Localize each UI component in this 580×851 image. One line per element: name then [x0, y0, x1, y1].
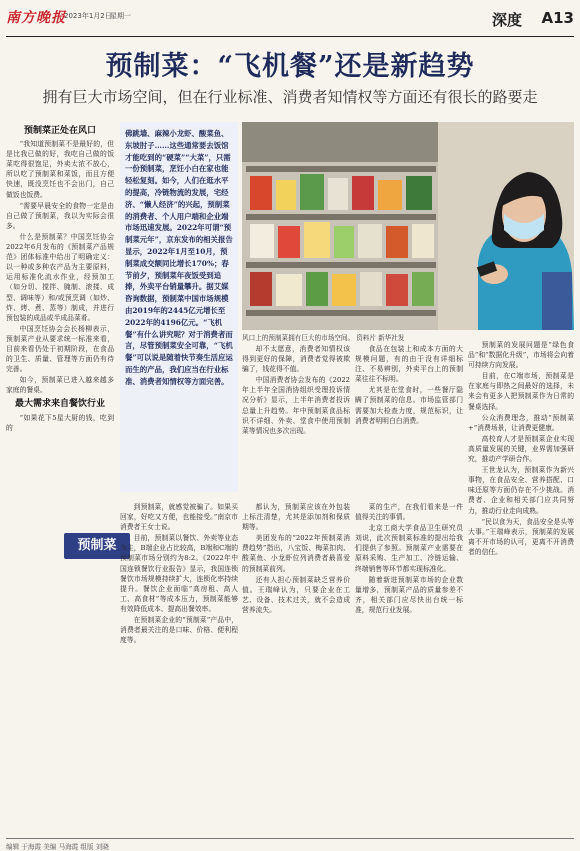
page-number: A13 [541, 9, 574, 27]
section-heading: 最大需求来自餐饮行业 [14, 399, 105, 410]
paragraph: 北京工商大学食品卫生研究员刘说，此次预制菜标准的提出给我们提供了参照。预制菜产业需要在原料采购、生产加工、冷链运输、终端销售等环节都实现标准化。 [355, 524, 463, 573]
paragraph: 公众消费理念，推动“预制菜+”消费场景，让消费更健康。 [468, 413, 574, 432]
paragraph: 到预制菜，就感觉被骗了。如果买回家，好吃又方便，也能接受。”南京市消费者王女士说。 [120, 503, 238, 532]
paragraph: 尤其是在堂食时，一些餐厅隐瞒了预制菜的信息。市场监管部门需要加大检查力度，规范标识，让消费者明明白白消费。 [355, 386, 463, 425]
paragraph: 什么是预制菜？中国烹饪协会2022年6月发布的《预制菜产品规范》团体标准中给出了明确定义：以一种或多种农产品为主要原料，运用标准化流水作业，经预加工（如分切、搅拌、腌制、滚揉、成型、调味等）和/或预烹调（如炒、炸、烤、煮、蒸等）制成，并进行预包装的成品或半成品菜肴。 [6, 232, 114, 322]
paragraph: “如果花下5星大厨的钱，吃到的 [6, 413, 114, 432]
paragraph: “需要早晨安全的食物一定是由自己做了预制菜，我以为实际会很多。 [6, 201, 114, 230]
article-column-3 [242, 502, 350, 842]
paragraph: 目前，在C端市场，预制菜是在家庭与即热之间最好的选择，未来会有更多人把预制菜作为日常的餐桌选择。 [468, 372, 574, 411]
lead-callout-box [120, 122, 238, 492]
proof-credit: 组版 刘晓 [80, 843, 109, 851]
article-column-2 [120, 502, 238, 842]
paragraph: 高校育人才是预制菜企业实现高质量发展的关键，业界需加强研究，推动产学研合作。 [468, 434, 574, 464]
topic-tag: 预制菜 [64, 533, 130, 559]
paragraph: 还有人担心预制菜缺乏营养价值。王瑞峰认为，只要企业在工艺、设备、技术过关，就不会造成营养流失。 [242, 575, 350, 614]
issue-date: 2023年1月2日 [64, 12, 112, 20]
editor-credit: 编辑 于海霞 [6, 843, 42, 851]
page-subhead: 拥有巨大市场空间，但在行业标准、消费者知情权等方面还有很长的路要走 [42, 88, 538, 106]
news-photo [242, 122, 574, 330]
section-heading: 预制菜正处在风口 [23, 126, 96, 136]
designer-credit: 美编 马海霞 [43, 843, 79, 851]
article-column-1 [6, 122, 114, 842]
paragraph: 预制菜的发展问题是“绿色食品”和“数据化升级”，市场将会向着可持续方向发展。 [468, 341, 574, 370]
issue-weekday: 星期一 [110, 12, 131, 20]
paragraph: 菜的生产，在我们看来是一件值得关注的事情。 [355, 503, 463, 522]
paragraph: 都认为，预制菜应该在外包装上标注清楚，尤其是添加剂和保质期等。 [242, 503, 350, 532]
page-headline: 预制菜：“飞机餐”还是新趋势 [105, 51, 475, 82]
page-footer [6, 838, 574, 851]
paragraph: 如今，预制菜已进入越来越多家庭的餐桌。 [6, 376, 114, 395]
paragraph: “民以食为天，食品安全是头等大事。”王瑞峰表示，预制菜的发展离不开市场的认可，更离不开消费者的信任。 [468, 517, 574, 556]
article-column-3-upper [242, 344, 350, 494]
paragraph: 随着新进预制菜市场的企业数量增多，预制菜产品的质量参差不齐，相关部门应尽快出台统一标准，规范行业发展。 [355, 575, 463, 614]
lead-text: 佛跳墙、麻辣小龙虾、酸菜鱼、东坡肘子……这些通常要去饭馆才能吃到的“硬菜”“大菜”，只需一份预制菜，烹饪小白在家也能轻松复刻。如今，人们在逛水平的提高，冷链物流的发展，宅经济、“懒人经济”的兴起，预制菜的消费者、个人用户端和企业端市场迅速发展。2022年可谓“预制菜元年”，京东发布的相关报告显示，2022年1月至10月，预制菜成交额同比增长170%；春节前夕，预制菜年夜饭受到追捧，外卖平台销量攀升。据艾媒咨询数据，预制菜中国市场规模由2019年的2445亿元增长至2022年的4196亿元。“飞机餐”有什么讲究呢？对于消费者而言，尽管预制菜安全可靠，“飞机餐”可以说是随着快节奏生活应运而生的产品，我们应当在行业标准、消费者知情权等方面完善。 [125, 129, 233, 386]
article-column-4-upper [355, 344, 463, 494]
article-column-4 [355, 502, 463, 842]
paragraph: 中国烹饪协会会长杨柳表示，预制菜产业从要求统一标准来看，目前来看仍处于初期阶段，在食品的卫生、质量、管理等方面仍有待完善。 [6, 324, 114, 374]
paragraph: 在预制菜企业的“预制菜”产品中，消费者最关注的是口味、价格、便利程度等。 [120, 616, 238, 645]
paragraph: “我知道预制菜不是最好的，但是比我已做的好，我吃自己做的饭菜吃得很饱足，外卖太浓不放心，所以吃了预制菜和菜饭，而且方便快速，既没烹饪也不会出门，自己做饭也饭费。 [6, 140, 114, 199]
supermarket-shopper-illustration [242, 122, 574, 330]
paragraph: 却不太愿意，消费者知情权该得到更好的保障，消费者觉得被欺骗了，钱花得不值。 [242, 345, 350, 374]
masthead [6, 3, 574, 37]
paragraph: 食品在包装上和成本方面的大规模问题，有的由于没有详细标注、不易辨别，外卖平台上的预制菜往往不标明。 [355, 345, 463, 384]
paragraph: 中国消费者协会发布的《2022年上半年全国消协组织受理投诉情况分析》显示，上半年消费者投诉总量上升趋势。年中预制菜食品标识不详细、外卖、堂食中使用预制菜等情况也多次出现。 [242, 376, 350, 435]
paragraph: 王世龙认为，预制菜作为新兴事物，在食品安全、营养搭配、口味还原等方面仍存在不少挑战。消费者、企业和相关部门应共同努力，推动行业走向成熟。 [468, 466, 574, 515]
paragraph: 美团发布的“2022年预制菜消费趋势”指出，八宝饭、梅菜扣肉、酸菜鱼、小龙虾位列消费者最喜爱的预制菜前列。 [242, 534, 350, 573]
section-name: 深度 [491, 11, 522, 29]
article-column-5 [468, 340, 574, 842]
photo-credit: 资料片 新华社发 [356, 334, 405, 342]
newspaper-brand: 南方晚报 [6, 10, 66, 26]
caption-text: 风口上的预制菜拥有巨大的市场空间。 [242, 334, 355, 342]
photo-caption [242, 332, 468, 342]
paragraph: 目前，预制菜以餐饮、外卖等业态为主，B端企业占比较高，B端和C端的预制菜市场分别约为8:2。《2022年中国连锁餐饮行业报告》显示，我国连锁餐饮市场规模持续扩大，连锁化率持续提升。餐饮企业面临“高房租、高人工、高食材”等成本压力，预制菜能够有效降低成本、提高出餐效率。 [120, 534, 238, 613]
